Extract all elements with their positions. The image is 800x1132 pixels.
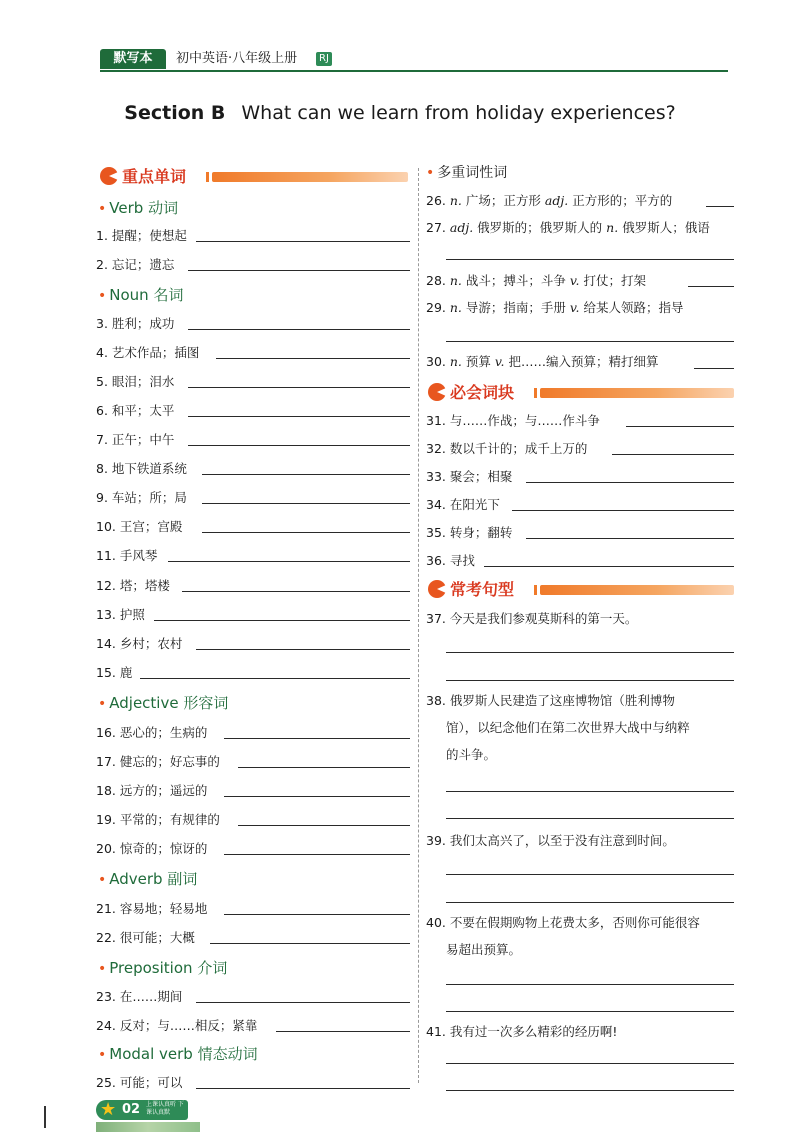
sentence-prompt: 39. 我们太高兴了，以至于没有注意到时间。 bbox=[426, 833, 675, 848]
list-item bbox=[426, 299, 683, 317]
sentence-prompt-cont: 的斗争。 bbox=[446, 747, 497, 762]
pos-label: n. bbox=[449, 354, 462, 369]
banner-key-sentences bbox=[428, 579, 734, 601]
answer-line[interactable] bbox=[224, 914, 410, 915]
answer-line[interactable] bbox=[202, 474, 410, 475]
answer-line[interactable] bbox=[196, 649, 410, 650]
list-item: 36. 寻找 bbox=[426, 553, 475, 568]
answer-line[interactable] bbox=[446, 791, 734, 792]
meaning: 战斗；搏斗；斗争 bbox=[465, 273, 566, 288]
answer-line[interactable] bbox=[446, 652, 734, 653]
list-item: 24. 反对；与……相反；紧靠 bbox=[96, 1018, 258, 1033]
list-item: 15. 鹿 bbox=[96, 665, 133, 680]
meaning: 俄罗斯人；俄语 bbox=[622, 220, 710, 235]
answer-line[interactable] bbox=[446, 874, 734, 875]
list-item: 34. 在阳光下 bbox=[426, 497, 500, 512]
list-item: 18. 远方的；遥远的 bbox=[96, 783, 208, 798]
star-icon: ★ bbox=[100, 1099, 117, 1120]
answer-line[interactable] bbox=[526, 482, 734, 483]
pos-label: v. bbox=[569, 300, 580, 315]
bullet-icon: • bbox=[98, 288, 107, 304]
category-adverb bbox=[98, 869, 197, 890]
banner-key-words bbox=[100, 166, 410, 188]
bullet-icon: • bbox=[98, 201, 107, 217]
answer-line[interactable] bbox=[216, 358, 410, 359]
page-number: 02 bbox=[122, 1102, 141, 1117]
list-item: 8. 地下铁道系统 bbox=[96, 461, 187, 476]
answer-line[interactable] bbox=[196, 1002, 410, 1003]
pos-label: v. bbox=[569, 273, 580, 288]
list-item: 31. 与……作战；与……作斗争 bbox=[426, 413, 600, 428]
answer-line[interactable] bbox=[446, 1063, 734, 1064]
list-item bbox=[426, 272, 646, 290]
answer-line[interactable] bbox=[188, 416, 410, 417]
answer-line[interactable] bbox=[210, 943, 410, 944]
answer-line[interactable] bbox=[446, 259, 734, 260]
meaning: 打仗；打架 bbox=[583, 273, 646, 288]
list-item bbox=[426, 353, 658, 371]
list-item: 17. 健忘的；好忘事的 bbox=[96, 754, 220, 769]
bullet-icon: • bbox=[98, 696, 107, 712]
banner-bar bbox=[212, 172, 408, 182]
answer-line[interactable] bbox=[188, 270, 410, 271]
sentence-prompt: 37. 今天是我们参观莫斯科的第一天。 bbox=[426, 611, 638, 626]
pos-label: v. bbox=[494, 354, 505, 369]
category-en: Preposition bbox=[109, 959, 193, 977]
category-noun bbox=[98, 285, 183, 306]
sentence-prompt-cont: 馆），以纪念他们在第二次世界大战中与纳粹 bbox=[446, 720, 690, 735]
answer-line[interactable] bbox=[154, 620, 410, 621]
answer-line[interactable] bbox=[512, 510, 734, 511]
list-item: 13. 护照 bbox=[96, 607, 145, 622]
category-cn: 动词 bbox=[148, 199, 179, 217]
answer-line[interactable] bbox=[276, 1031, 410, 1032]
meaning: 正方形的；平方的 bbox=[572, 193, 673, 208]
answer-line[interactable] bbox=[626, 426, 734, 427]
subject-label: 初中英语·八年级上册 bbox=[176, 51, 298, 66]
decor-strip bbox=[96, 1122, 200, 1132]
edition-badge: RJ bbox=[316, 52, 332, 66]
answer-line[interactable] bbox=[188, 329, 410, 330]
category-cn: 多重词性词 bbox=[437, 165, 508, 181]
list-item: 25. 可能；可以 bbox=[96, 1075, 183, 1090]
meaning: 把……编入预算；精打细算 bbox=[508, 354, 659, 369]
bullet-icon: • bbox=[98, 872, 107, 888]
answer-line[interactable] bbox=[612, 454, 734, 455]
category-verb bbox=[98, 198, 178, 219]
list-item: 20. 惊奇的；惊讶的 bbox=[96, 841, 208, 856]
bullet-icon: • bbox=[98, 961, 107, 977]
answer-line[interactable] bbox=[688, 286, 734, 287]
meaning: 预算 bbox=[465, 354, 491, 369]
pos-label: n. bbox=[449, 273, 462, 288]
answer-line[interactable] bbox=[446, 902, 734, 903]
list-item bbox=[426, 192, 672, 210]
pos-label: n. bbox=[449, 193, 462, 208]
banner-key-phrases bbox=[428, 382, 734, 404]
category-en: Verb bbox=[109, 199, 144, 217]
banner-label: 重点单词 bbox=[122, 167, 187, 186]
banner-label: 必会词块 bbox=[450, 383, 515, 402]
list-item: 3. 胜利；成功 bbox=[96, 316, 175, 331]
answer-line[interactable] bbox=[196, 241, 410, 242]
list-item: 35. 转身；翻转 bbox=[426, 525, 513, 540]
sentence-prompt-cont: 易超出预算。 bbox=[446, 942, 522, 957]
category-cn: 形容词 bbox=[183, 694, 229, 712]
list-item: 22. 很可能；大概 bbox=[96, 930, 195, 945]
answer-line[interactable] bbox=[446, 984, 734, 985]
answer-line[interactable] bbox=[526, 538, 734, 539]
answer-line[interactable] bbox=[706, 206, 734, 207]
answer-line[interactable] bbox=[446, 1011, 734, 1012]
list-item: 7. 正午；中午 bbox=[96, 432, 175, 447]
pos-label: n. bbox=[606, 220, 619, 235]
category-en: Adverb bbox=[109, 870, 163, 888]
pacman-icon bbox=[428, 383, 446, 401]
answer-line[interactable] bbox=[140, 678, 410, 679]
answer-line[interactable] bbox=[446, 1090, 734, 1091]
list-item: 16. 恶心的；生病的 bbox=[96, 725, 208, 740]
section-question: What can we learn from holiday experiences? bbox=[241, 102, 676, 124]
bullet-icon: • bbox=[98, 1047, 107, 1063]
answer-line[interactable] bbox=[182, 591, 410, 592]
pacman-icon bbox=[428, 580, 446, 598]
answer-line[interactable] bbox=[484, 566, 734, 567]
list-item: 4. 艺术作品；插图 bbox=[96, 345, 200, 360]
meaning: 给某人领路；指导 bbox=[583, 300, 684, 315]
answer-line[interactable] bbox=[694, 368, 734, 369]
page-slogan: 上课认真听 下课认真默 bbox=[146, 1101, 184, 1116]
item-number: 27. bbox=[426, 220, 446, 235]
meaning: 广场；正方形 bbox=[465, 193, 541, 208]
list-item: 6. 和平；太平 bbox=[96, 403, 175, 418]
list-item bbox=[426, 219, 710, 237]
header-rule bbox=[100, 70, 728, 72]
answer-line[interactable] bbox=[238, 825, 410, 826]
answer-line[interactable] bbox=[196, 1088, 410, 1089]
item-number: 29. bbox=[426, 300, 446, 315]
pacman-icon bbox=[100, 167, 118, 185]
answer-line[interactable] bbox=[446, 341, 734, 342]
column-divider bbox=[418, 168, 419, 1083]
item-number: 30. bbox=[426, 354, 446, 369]
list-item: 21. 容易地；轻易地 bbox=[96, 901, 208, 916]
answer-line[interactable] bbox=[168, 561, 410, 562]
answer-line[interactable] bbox=[224, 738, 410, 739]
book-tag: 默写本 bbox=[100, 49, 166, 69]
category-cn: 副词 bbox=[167, 870, 198, 888]
banner-bar bbox=[540, 585, 734, 595]
banner-bar bbox=[540, 388, 734, 398]
list-item: 23. 在……期间 bbox=[96, 989, 183, 1004]
list-item: 12. 塔；塔楼 bbox=[96, 578, 170, 593]
answer-line[interactable] bbox=[238, 767, 410, 768]
category-adjective bbox=[98, 693, 228, 714]
pos-label: n. bbox=[449, 300, 462, 315]
answer-line[interactable] bbox=[224, 796, 410, 797]
pos-label: adj. bbox=[544, 193, 569, 208]
list-item: 9. 车站；所；局 bbox=[96, 490, 187, 505]
list-item: 14. 乡村；农村 bbox=[96, 636, 183, 651]
binding-mark bbox=[44, 1106, 46, 1128]
section-label: Section B bbox=[124, 102, 226, 124]
list-item: 2. 忘记；遗忘 bbox=[96, 257, 175, 272]
list-item: 32. 数以千计的；成千上万的 bbox=[426, 441, 588, 456]
sentence-prompt: 38. 俄罗斯人民建造了这座博物馆（胜利博物 bbox=[426, 693, 675, 708]
category-cn: 名词 bbox=[153, 286, 184, 304]
category-en: Noun bbox=[109, 286, 149, 304]
list-item: 1. 提醒；使想起 bbox=[96, 228, 187, 243]
meaning: 俄罗斯的；俄罗斯人的 bbox=[477, 220, 603, 235]
category-en: Modal verb bbox=[109, 1045, 193, 1063]
answer-line[interactable] bbox=[202, 532, 410, 533]
list-item: 5. 眼泪；泪水 bbox=[96, 374, 175, 389]
answer-line[interactable] bbox=[188, 387, 410, 388]
pos-label: adj. bbox=[449, 220, 474, 235]
bullet-icon: • bbox=[426, 165, 435, 181]
sentence-prompt: 41. 我有过一次多么精彩的经历啊! bbox=[426, 1024, 618, 1039]
banner-label: 常考句型 bbox=[450, 580, 515, 599]
list-item: 11. 手风琴 bbox=[96, 548, 158, 563]
category-preposition bbox=[98, 958, 227, 979]
answer-line[interactable] bbox=[188, 445, 410, 446]
answer-line[interactable] bbox=[446, 680, 734, 681]
page-title bbox=[0, 102, 800, 124]
category-en: Adjective bbox=[109, 694, 179, 712]
list-item: 33. 聚会；相聚 bbox=[426, 469, 513, 484]
list-item: 19. 平常的；有规律的 bbox=[96, 812, 220, 827]
category-multi-pos bbox=[426, 163, 507, 183]
meaning: 导游；指南；手册 bbox=[465, 300, 566, 315]
answer-line[interactable] bbox=[202, 503, 410, 504]
category-modal-verb bbox=[98, 1044, 258, 1065]
page-header bbox=[100, 48, 728, 72]
sentence-prompt: 40. 不要在假期购物上花费太多，否则你可能很容 bbox=[426, 915, 700, 930]
category-cn: 介词 bbox=[197, 959, 228, 977]
category-cn: 情态动词 bbox=[197, 1045, 258, 1063]
item-number: 28. bbox=[426, 273, 446, 288]
answer-line[interactable] bbox=[446, 818, 734, 819]
item-number: 26. bbox=[426, 193, 446, 208]
answer-line[interactable] bbox=[224, 854, 410, 855]
list-item: 10. 王宫；宫殿 bbox=[96, 519, 183, 534]
